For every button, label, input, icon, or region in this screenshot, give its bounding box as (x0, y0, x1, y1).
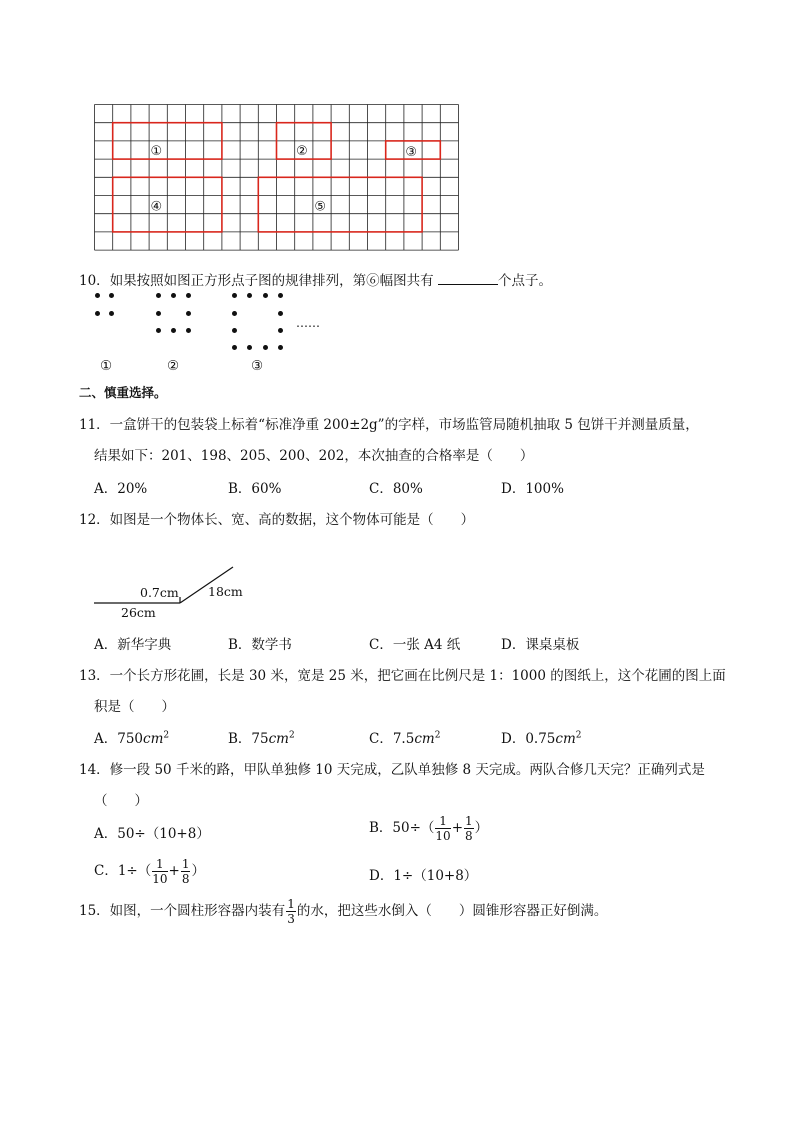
q14-line-2: （ ） (94, 793, 148, 809)
dot (278, 311, 283, 316)
q13-line-1: 13．一个长方形花圃，长是 30 米，宽是 25 米，把它画在比例尺是 1：1000 的图纸上，这个花圃的图上面 (79, 668, 726, 684)
fraction: $\frac{1}{8}$ (465, 814, 473, 843)
q11-option-d[interactable]: D．100% (501, 481, 564, 497)
q14-line-1: 14．修一段 50 千米的路，甲队单独修 10 天完成，乙队单独修 8 天完成。两队合修几天完？正确列式是 (79, 762, 705, 778)
dot (186, 293, 191, 298)
dot-figure-label-1: ① (100, 358, 113, 374)
q13-option-d[interactable]: D．$0.75cm^2$ (501, 730, 582, 747)
q14-option-a[interactable]: A．50÷（10+8） (94, 826, 210, 842)
dot-figure-label-2: ② (167, 358, 180, 374)
q13-line-2: 积是（ ） (94, 699, 175, 715)
question-15: 15．如图，一个圆柱形容器内装有 $\frac{1}{3}$ 的水，把这些水倒入（ ）圆锥形容器正好倒满。 (79, 897, 608, 926)
grid-svg (94, 104, 459, 251)
q10-number: 10． (79, 273, 110, 289)
fraction: $\frac{1}{10}$ (152, 857, 168, 886)
dot (156, 293, 161, 298)
dot (171, 293, 176, 298)
q14-option-d[interactable]: D．1÷（10+8） (369, 868, 478, 884)
square-grid-figure (94, 104, 459, 251)
dot (109, 293, 114, 298)
grid-shape-label-4: ④ (150, 199, 163, 215)
q12-option-b[interactable]: B．数学书 (228, 637, 292, 653)
q11-option-c[interactable]: C．80% (369, 481, 423, 497)
dot (278, 345, 283, 350)
dot (186, 311, 191, 316)
dot (95, 311, 100, 316)
q12-width-label: 18cm (208, 584, 243, 599)
dot (247, 345, 252, 350)
dot (186, 328, 191, 333)
q11-option-b[interactable]: B．60% (228, 481, 282, 497)
q13-option-a[interactable]: A．$750cm^2$ (94, 730, 170, 747)
dot (263, 293, 268, 298)
q11-line-1: 11．一盒饼干的包装袋上标着“标准净重 200±2g”的字样，市场监管局随机抽取 5 包饼干并测量质量， (79, 417, 699, 433)
dot (263, 345, 268, 350)
grid-shape-label-3: ③ (405, 144, 418, 160)
section-2-title: 二、慎重选择。 (79, 385, 167, 400)
dot (278, 328, 283, 333)
q13-option-c[interactable]: C．$7.5cm^2$ (369, 730, 441, 747)
dot (171, 328, 176, 333)
fraction: $\frac{1}{3}$ (287, 897, 295, 926)
dot (156, 311, 161, 316)
q12-length-label: 26cm (121, 605, 156, 620)
dot (278, 293, 283, 298)
q12-option-c[interactable]: C．一张 A4 纸 (369, 637, 461, 653)
dot (232, 328, 237, 333)
dot (156, 328, 161, 333)
grid-shape-label-1: ① (150, 144, 163, 159)
dot-pattern-ellipsis: …… (296, 316, 320, 330)
q10-answer-blank[interactable] (438, 272, 498, 285)
q12-height-label: 0.7cm (140, 585, 179, 600)
dot-figure-label-3: ③ (251, 358, 264, 374)
dot (232, 311, 237, 316)
q14-option-c[interactable]: C．1÷（ $\frac{1}{10}$ + $\frac{1}{8}$ ） (94, 857, 205, 886)
q12-text: 12．如图是一个物体长、宽、高的数据，这个物体可能是（ ） (79, 512, 475, 528)
question-10 (79, 269, 552, 289)
q10-text-after: 个点子。 (497, 273, 552, 289)
dot (95, 293, 100, 298)
q13-option-b[interactable]: B．$75cm^2$ (228, 730, 295, 747)
q12-option-d[interactable]: D．课桌桌板 (501, 637, 580, 653)
q11-line-2: 结果如下：201、198、205、200、202，本次抽查的合格率是（ ） (94, 448, 534, 464)
q14-option-b[interactable]: B．50÷（ $\frac{1}{10}$ + $\frac{1}{8}$ ） (369, 814, 489, 843)
dot (109, 311, 114, 316)
dot (232, 345, 237, 350)
q10-text-before: 如果按照如图正方形点子图的规律排列，第⑥幅图共有 (109, 273, 434, 289)
grid-shape-label-5: ⑤ (314, 199, 327, 215)
fraction: $\frac{1}{10}$ (435, 814, 451, 843)
dot (247, 293, 252, 298)
q12-option-a[interactable]: A．新华字典 (94, 637, 172, 653)
grid-shape-5 (258, 177, 422, 232)
q11-option-a[interactable]: A．20% (94, 481, 148, 497)
fraction: $\frac{1}{8}$ (181, 857, 190, 886)
grid-shape-label-2: ② (296, 144, 308, 159)
dot (232, 293, 237, 298)
